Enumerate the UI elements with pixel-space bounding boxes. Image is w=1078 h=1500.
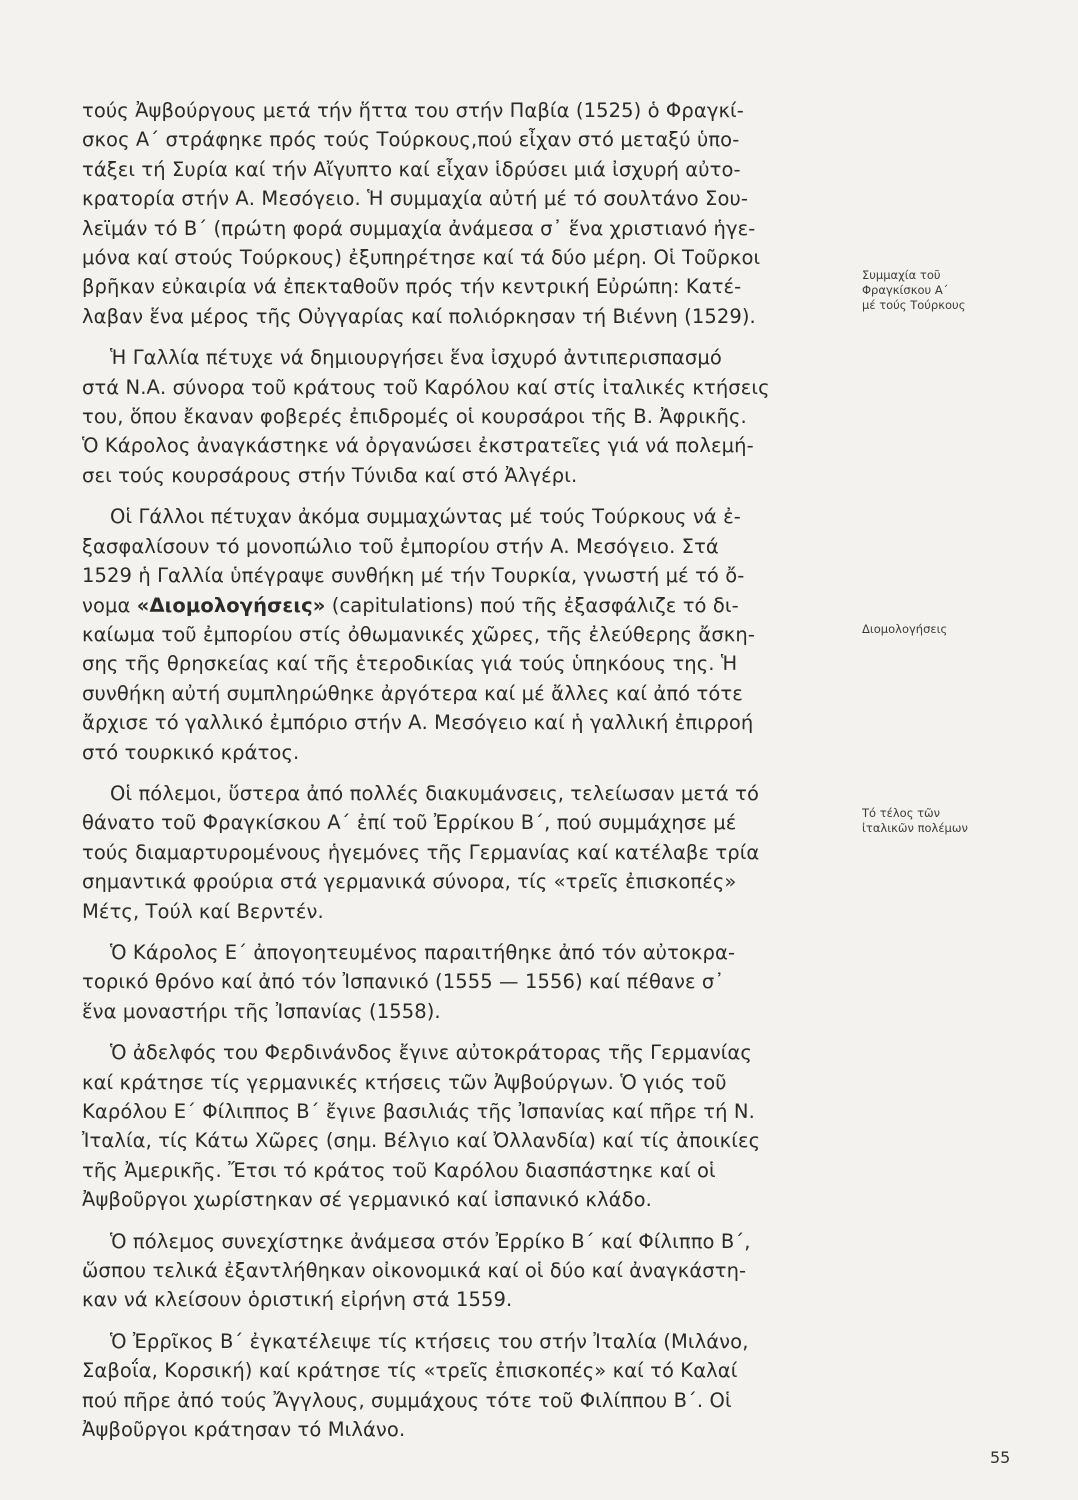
text-line: Ὁ Ἐρρῖκος Β΄ ἐγκατέλειψε τίς κτήσεις του στήν Ἰταλία (Μιλάνο,: [110, 1329, 749, 1353]
text-line: ξασφαλίσουν τό μονοπώλιο τοῦ ἐμπορίου στήν Α. Μεσόγειο. Στά: [82, 534, 719, 558]
paragraph-peace: [82, 1227, 830, 1315]
text-line: τορικό θρόνο καί ἀπό τόν Ἰσπανικό (1555 — 1556) καί πέθανε σ᾽: [82, 970, 725, 994]
text-line: λεϊμάν τό Β΄ (πρώτη φορά συμμαχία ἀνάμεσα σ᾽ ἕνα χριστιανό ἡγε-: [82, 216, 756, 240]
text-line: Ὁ Κάρολος ἀναγκάστηκε νά ὀργανώσει ἐκστρατεῖες γιά νά πολεμή-: [82, 434, 754, 458]
text-line: Οἱ Γάλλοι πέτυχαν ἀκόμα συμμαχώντας μέ τούς Τούρκους νά ἐ-: [110, 505, 741, 529]
text-line: Ἀψβοῦργοι χωρίστηκαν σέ γερμανικό καί ἰσπανικό κλάδο.: [82, 1188, 652, 1212]
paragraph-diversion: [82, 343, 830, 490]
text-line: καν νά κλείσουν ὁριστική εἰρήνη στά 1559.: [82, 1288, 513, 1312]
margin-note-line: Φραγκίσκου Α΄: [862, 283, 949, 297]
margin-note-end-of-italian-wars: [862, 806, 1042, 836]
bold-term-capitulations: «Διομολογήσεις»: [136, 593, 326, 617]
text-line: μόνα καί στούς Τούρκους) ἐξυπηρέτησε καί τά δύο μέρη. Οἱ Τοῦρκοι: [82, 246, 761, 270]
text-line: Ὁ πόλεμος συνεχίστηκε ἀνάμεσα στόν Ἐρρίκο Β΄ καί Φίλιππο Β΄,: [110, 1229, 751, 1253]
text-line: τάξει τή Συρία καί τήν Αἴγυπτο καί εἶχαν ἱδρύσει μιά ἰσχυρή αὐτο-: [82, 157, 741, 181]
text-fragment: (capitulations) πού τῆς ἐξασφάλιζε τό δι-: [325, 593, 739, 617]
text-line: ἕνα μοναστήρι τῆς Ἰσπανίας (1558).: [82, 999, 441, 1023]
text-line: τούς διαμαρτυρομένους ἡγεμόνες τῆς Γερμανίας καί κατέλαβε τρία: [82, 840, 760, 864]
text-line: 1529 ἡ Γαλλία ὑπέγραψε συνθήκη μέ τήν Τουρκία, γνωστή μέ τό ὄ-: [82, 564, 745, 588]
text-line: τῆς Ἀμερικῆς. Ἔτσι τό κράτος τοῦ Καρόλου διασπάστηκε καί οἱ: [82, 1158, 716, 1182]
margin-note-capitulations: [862, 622, 1042, 637]
margin-note-line: μέ τούς Τούρκους: [862, 298, 966, 312]
margin-note-line: Τό τέλος τῶν: [862, 806, 941, 820]
text-line: ὥσπου τελικά ἐξαντλήθηκαν οἰκονομικά καί οἱ δύο καί ἀναγκάστη-: [82, 1259, 747, 1283]
text-line: Μέτς, Τούλ καί Βερντέν.: [82, 899, 324, 923]
text-line: Ὁ ἀδελφός του Φερδινάνδος ἔγινε αὐτοκράτορας τῆς Γερμανίας: [110, 1041, 752, 1065]
text-line: [82, 591, 830, 620]
text-line: Ἀψβοῦργοι κράτησαν τό Μιλάνο.: [82, 1418, 406, 1442]
text-line: σκος Α΄ στράφηκε πρός τούς Τούρκους,πού εἶχαν στό μεταξύ ὑπο-: [82, 128, 740, 152]
text-line: θάνατο τοῦ Φραγκίσκου Α΄ ἐπί τοῦ Ἐρρίκου Β΄, πού συμμάχησε μέ: [82, 811, 737, 835]
text-line: βρῆκαν εὐκαιρία νά ἐπεκταθοῦν πρός τήν κεντρική Εὐρώπη: Κατέ-: [82, 275, 742, 299]
text-line: σει τούς κουρσάρους στήν Τύνιδα καί στό Ἀλγέρι.: [82, 463, 578, 487]
text-line: στό τουρκικό κράτος.: [82, 740, 300, 764]
text-line: του, ὅπου ἔκαναν φοβερές ἐπιδρομές οἱ κουρσάροι τῆς Β. Ἀφρικῆς.: [82, 405, 747, 429]
main-text-column: [82, 96, 830, 1446]
text-line: καίωμα τοῦ ἐμπορίου στίς ὀθωμανικές χῶρες, τῆς ἐλεύθερης ἄσκη-: [82, 622, 755, 646]
text-line: συνθήκη αὐτή συμπληρώθηκε ἀργότερα καί μέ ἄλλες καί ἀπό τότε: [82, 681, 743, 705]
text-line: Οἱ πόλεμοι, ὕστερα ἀπό πολλές διακυμάνσεις, τελείωσαν μετά τό: [110, 781, 759, 805]
margin-note-alliance: [862, 268, 1042, 313]
text-line: Ὁ Κάρολος Ε΄ ἀπογοητευμένος παραιτήθηκε ἀπό τόν αὐτοκρα-: [110, 940, 736, 964]
text-line: Ἡ Γαλλία πέτυχε νά δημιουργήσει ἕνα ἰσχυρό ἀντιπερισπασμό: [110, 346, 722, 370]
text-line: λαβαν ἕνα μέρος τῆς Οὐγγαρίας καί πολιόρκησαν τή Βιέννη (1529).: [82, 304, 756, 328]
text-line: κρατορία στήν Α. Μεσόγειο. Ἡ συμμαχία αὐτή μέ τό σουλτάνο Σου-: [82, 187, 749, 211]
margin-note-line: Διομολογήσεις: [862, 622, 948, 636]
paragraph-henry-ii: [82, 1327, 830, 1445]
text-line: καί κράτησε τίς γερμανικές κτήσεις τῶν Ἀψβούργων. Ὁ γιός τοῦ: [82, 1070, 727, 1094]
text-line: σης τῆς θρησκείας καί τῆς ἑτεροδικίας γιά τούς ὑπηκόους της. Ἡ: [82, 652, 738, 676]
paragraph-end-of-wars: [82, 779, 830, 926]
page-number: 55: [990, 1448, 1011, 1467]
paragraph-alliance: [82, 96, 830, 331]
text-line: τούς Ἀψβούργους μετά τήν ἥττα του στήν Παβία (1525) ὁ Φραγκί-: [82, 99, 744, 122]
text-fragment: νομα: [82, 593, 137, 617]
margin-note-line: ἰταλικῶν πολέμων: [862, 821, 968, 835]
paragraph-succession: [82, 1038, 830, 1214]
text-line: ἄρχισε τό γαλλικό ἐμπόριο στήν Α. Μεσόγειο καί ἡ γαλλική ἐπιρροή: [82, 711, 754, 735]
text-line: σημαντικά φρούρια στά γερμανικά σύνορα, τίς «τρεῖς ἐπισκοπές»: [82, 870, 737, 894]
text-line: Σαβοΐα, Κορσική) καί κράτησε τίς «τρεῖς ἐπισκοπές» καί τό Καλαί: [82, 1359, 738, 1383]
margin-note-line: Συμμαχία τοῦ: [862, 268, 941, 282]
text-line: Ἰταλία, τίς Κάτω Χῶρες (σημ. Βέλγιο καί Ὀλλανδία) καί τίς ἀποικίες: [82, 1129, 761, 1153]
text-line: Καρόλου Ε΄ Φίλιππος Β΄ ἔγινε βασιλιάς τῆς Ἰσπανίας καί πῆρε τή Ν.: [82, 1100, 755, 1123]
paragraph-abdication: [82, 938, 830, 1026]
paragraph-capitulations: [82, 502, 830, 767]
text-line: πού πῆρε ἀπό τούς Ἄγγλους, συμμάχους τότε τοῦ Φιλίππου Β΄. Οἱ: [82, 1388, 732, 1412]
text-line: στά Ν.Α. σύνορα τοῦ κράτους τοῦ Καρόλου καί στίς ἰταλικές κτήσεις: [82, 375, 770, 399]
